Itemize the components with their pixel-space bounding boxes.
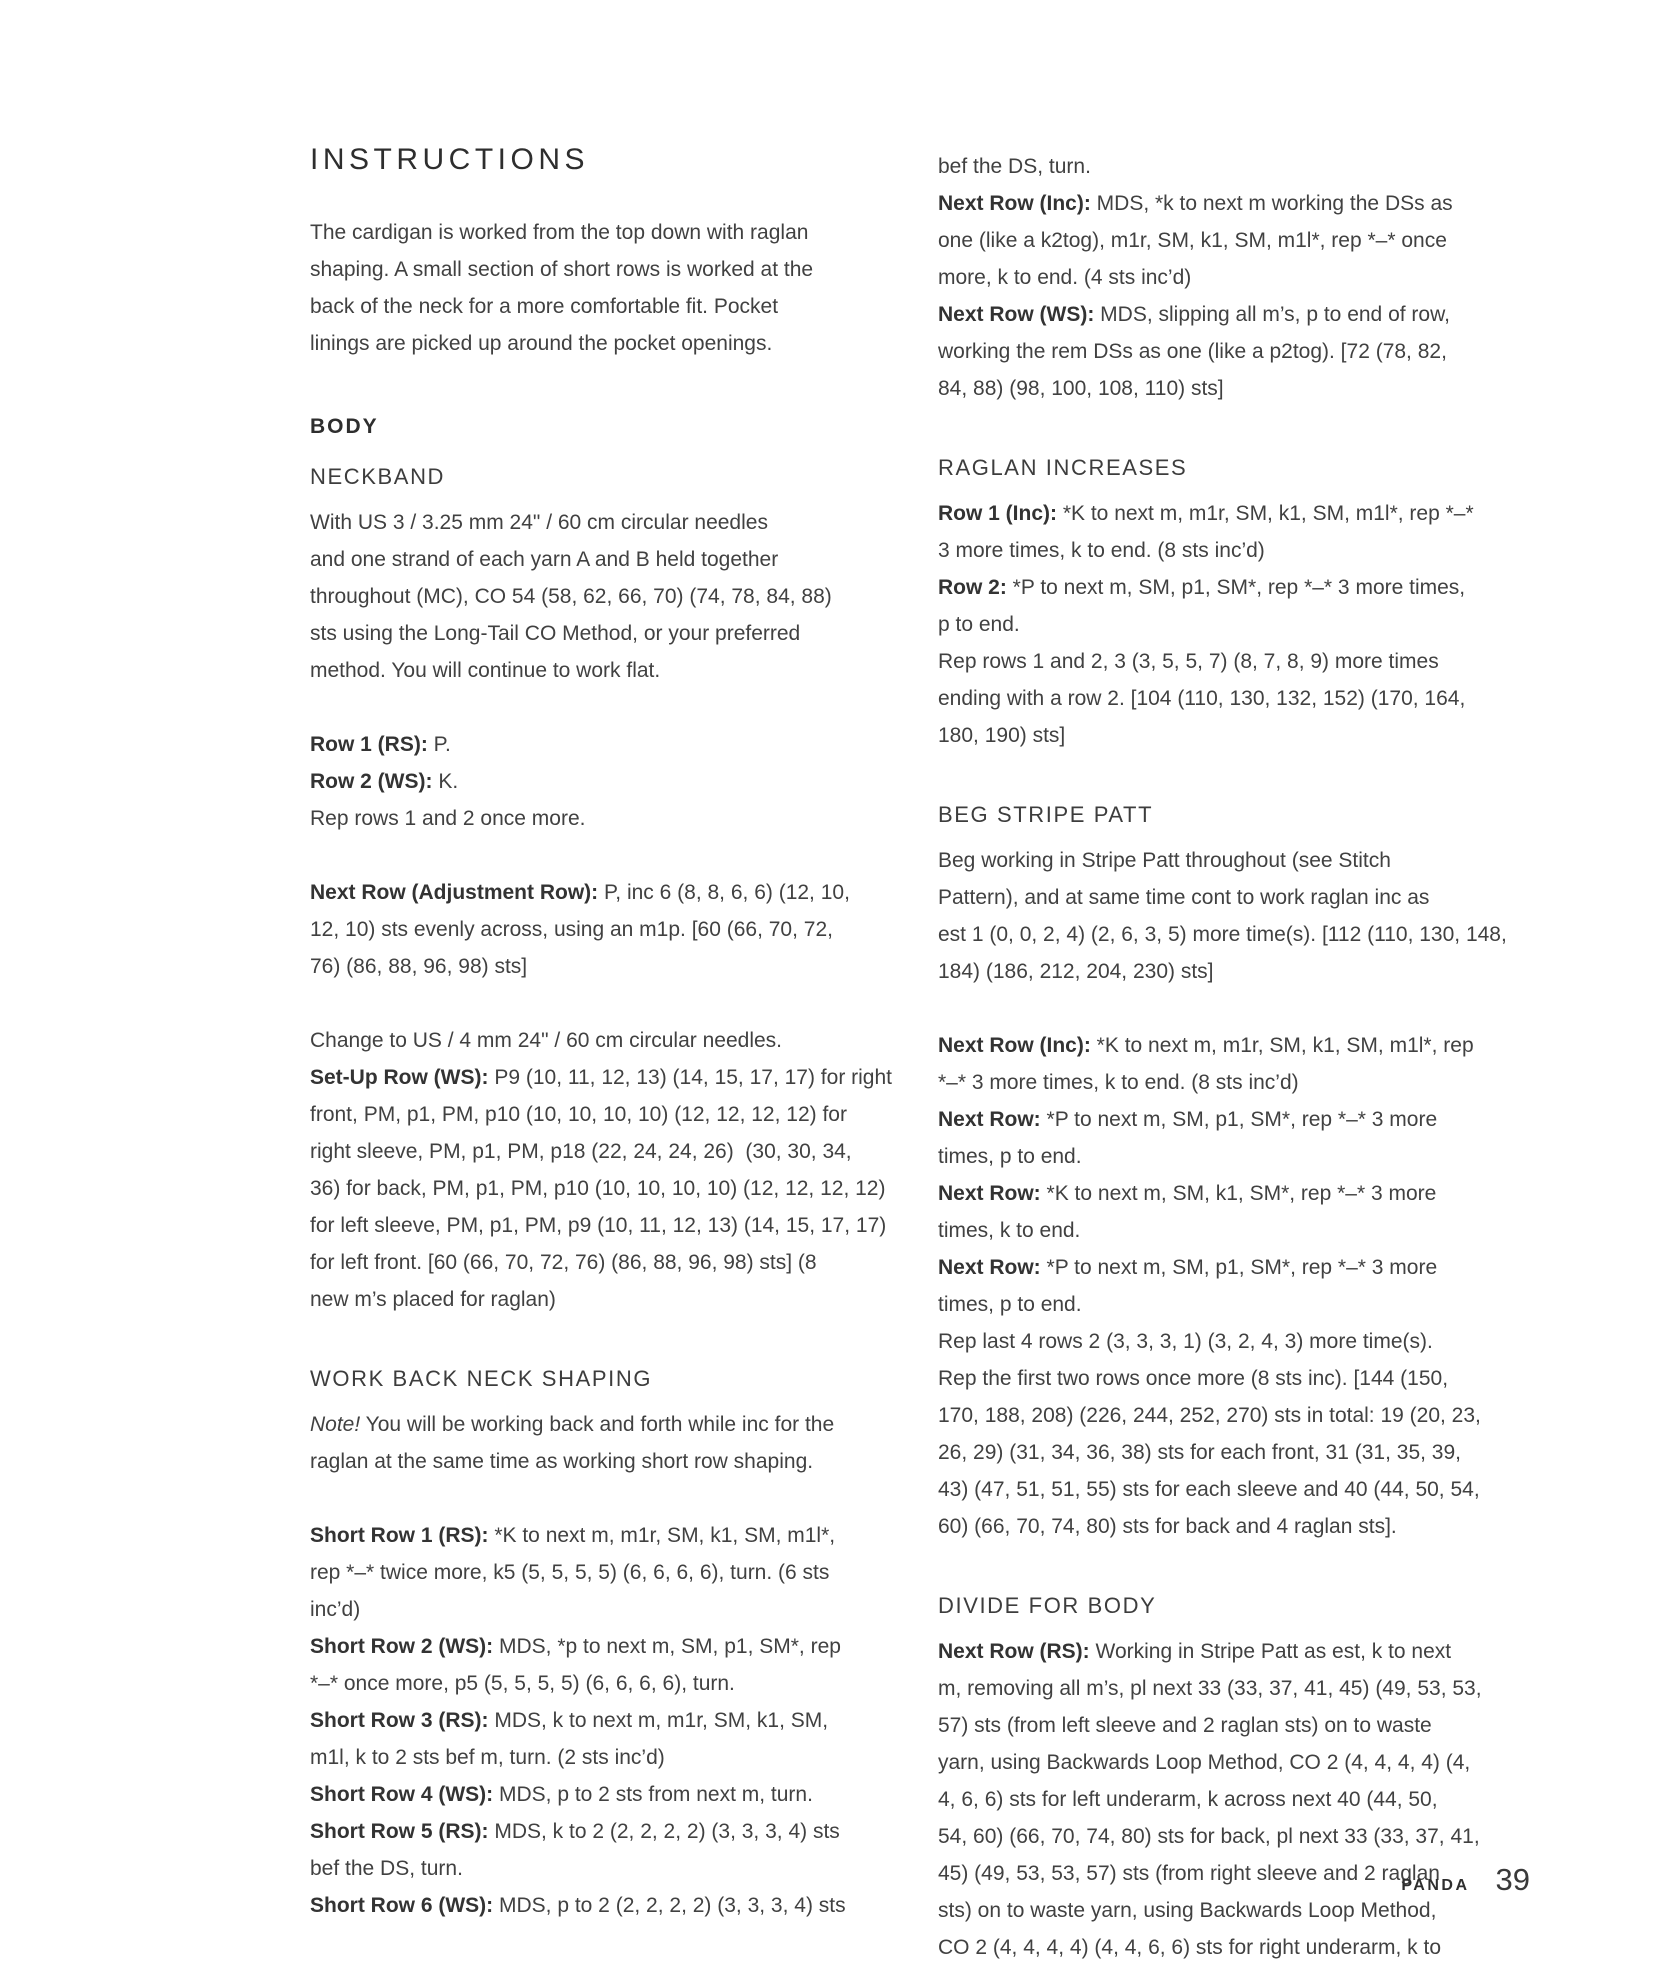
text-line: Next Row: *K to next m, SM, k1, SM*, rep *–* 3 more [938,1182,1437,1205]
text-line: one (like a k2tog), m1r, SM, k1, SM, m1l*, rep *–* once [938,229,1447,252]
text-line: Short Row 1 (RS): *K to next m, m1r, SM, k1, SM, m1l*, [310,1524,836,1547]
text-line: throughout (MC), CO 54 (58, 62, 66, 70) (74, 78, 84, 88) [310,585,832,608]
text-line: yarn, using Backwards Loop Method, CO 2 (4, 4, 4, 4) (4, [938,1751,1471,1774]
text-line: 54, 60) (66, 70, 74, 80) sts for back, pl next 33 (33, 37, 41, [938,1825,1480,1848]
text-line: raglan at the same time as working short row shaping. [310,1450,814,1473]
stripe-patt-rows [938,1027,1548,1545]
text-line: 26, 29) (31, 34, 36, 38) sts for each front, 31 (31, 35, 39, [938,1441,1461,1464]
text-line: Short Row 2 (WS): MDS, *p to next m, SM, p1, SM*, rep [310,1635,841,1658]
text-line: times, k to end. [938,1219,1081,1242]
text-line: Next Row (Inc): *K to next m, m1r, SM, k1, SM, m1l*, rep [938,1034,1474,1057]
text-line: Short Row 6 (WS): MDS, p to 2 (2, 2, 2, 2) (3, 3, 3, 4) sts [310,1894,846,1917]
text-line: Short Row 4 (WS): MDS, p to 2 sts from next m, turn. [310,1783,813,1806]
text-line: Row 1 (Inc): *K to next m, m1r, SM, k1, SM, m1l*, rep *–* [938,502,1474,525]
text-line: Row 2 (WS): K. [310,770,459,793]
text-line: right sleeve, PM, p1, PM, p18 (22, 24, 24, 26) (30, 30, 34, [310,1140,852,1163]
text-line: rep *–* twice more, k5 (5, 5, 5, 5) (6, 6, 6, 6), turn. (6 sts [310,1561,830,1584]
text-line: est 1 (0, 0, 2, 4) (2, 6, 3, 5) more time(s). [112 (110, 130, 148, [938,923,1507,946]
text-line: working the rem DSs as one (like a p2tog). [72 (78, 82, [938,340,1447,363]
text-line: linings are picked up around the pocket openings. [310,332,773,355]
text-line: for left front. [60 (66, 70, 72, 76) (86, 88, 96, 98) sts] (8 [310,1251,817,1274]
text-line: and one strand of each yarn A and B held together [310,548,779,571]
subheading-neckband [310,458,920,496]
text-line: inc’d) [310,1598,361,1621]
text-line: Row 1 (RS): P. [310,733,451,756]
text-line: Rep rows 1 and 2 once more. [310,807,586,830]
text-line: Row 2: *P to next m, SM, p1, SM*, rep *–* 3 more times, [938,576,1466,599]
text-line: 36) for back, PM, p1, PM, p10 (10, 10, 10, 10) (12, 12, 12, 12) [310,1177,886,1200]
text-line: p to end. [938,613,1020,636]
text-line: The cardigan is worked from the top down with raglan [310,221,809,244]
setup-row [310,1022,920,1318]
subheading-divide-for-body [938,1587,1548,1625]
text-line: method. You will continue to work flat. [310,659,661,682]
text-line: *–* 3 more times, k to end. (8 sts inc’d) [938,1071,1299,1094]
text-line: 43) (47, 51, 51, 55) sts for each sleeve and 40 (44, 50, 54, [938,1478,1480,1501]
text-line: 76) (86, 88, 96, 98) sts] [310,955,528,978]
text-line: new m’s placed for raglan) [310,1288,556,1311]
text-line: ending with a row 2. [104 (110, 130, 132, 152) (170, 164, [938,687,1466,710]
text-line: BEG STRIPE PATT [938,802,1154,827]
text-line: back of the neck for a more comfortable fit. Pocket [310,295,779,318]
text-line: Next Row (Inc): MDS, *k to next m working the DSs as [938,192,1453,215]
short-rows-continued [938,148,1548,407]
text-line: 12, 10) sts evenly across, using an m1p. [60 (66, 70, 72, [310,918,833,941]
text-line: RAGLAN INCREASES [938,455,1188,480]
text-line: 60) (66, 70, 74, 80) sts for back and 4 raglan sts]. [938,1515,1397,1538]
text-line: Next Row (WS): MDS, slipping all m’s, p to end of row, [938,303,1450,326]
page-number: 39 [1495,1862,1530,1897]
subheading-back-neck-shaping [310,1360,920,1398]
text-line: for left sleeve, PM, p1, PM, p9 (10, 11, 12, 13) (14, 15, 17, 17) [310,1214,887,1237]
subheading-raglan-increases [938,449,1548,487]
neckband-paragraph [310,504,920,689]
back-neck-note [310,1406,920,1480]
intro-paragraph [310,214,920,362]
text-line: Next Row: *P to next m, SM, p1, SM*, rep *–* 3 more [938,1256,1438,1279]
brand-label: PANDA [1401,1877,1470,1894]
text-line: DIVIDE FOR BODY [938,1593,1157,1618]
text-line: Rep the first two rows once more (8 sts inc). [144 (150, [938,1367,1449,1390]
text-line: 4, 6, 6) sts for left underarm, k across next 40 (44, 50, [938,1788,1438,1811]
text-line: Beg working in Stripe Patt throughout (see Stitch [938,849,1391,872]
text-line: Pattern), and at same time cont to work raglan inc as [938,886,1430,909]
text-line: NECKBAND [310,464,446,489]
text-line: sts) on to waste yarn, using Backwards Loop Method, [938,1899,1437,1922]
text-line: With US 3 / 3.25 mm 24" / 60 cm circular needles [310,511,768,534]
left-column [310,140,920,1924]
page-title [310,140,920,180]
text-line: 184) (186, 212, 204, 230) sts] [938,960,1214,983]
text-line: CO 2 (4, 4, 4, 4) (4, 4, 6, 6) sts for right underarm, k to [938,1936,1442,1959]
text-line: Set-Up Row (WS): P9 (10, 11, 12, 13) (14, 15, 17, 17) for right [310,1066,892,1089]
text-line: Next Row (Adjustment Row): P, inc 6 (8, 8, 6, 6) (12, 10, [310,881,850,904]
raglan-increases-rows [938,495,1548,754]
text-line: Note! You will be working back and forth while inc for the [310,1413,835,1436]
section-heading-body [310,412,920,442]
text-line: *–* once more, p5 (5, 5, 5, 5) (6, 6, 6, 6), turn. [310,1672,735,1695]
text-line: times, p to end. [938,1145,1082,1168]
text-line: 45) (49, 53, 53, 57) sts (from right sleeve and 2 raglan [938,1862,1440,1885]
text-line: Next Row (RS): Working in Stripe Patt as est, k to next [938,1640,1452,1663]
text-line: front, PM, p1, PM, p10 (10, 10, 10, 10) (12, 12, 12, 12) for [310,1103,847,1126]
text-line: times, p to end. [938,1293,1082,1316]
text-line: 3 more times, k to end. (8 sts inc’d) [938,539,1265,562]
text-line: 170, 188, 208) (226, 244, 252, 270) sts in total: 19 (20, 23, [938,1404,1481,1427]
text-line: Short Row 5 (RS): MDS, k to 2 (2, 2, 2, 2) (3, 3, 3, 4) sts [310,1820,840,1843]
text-line: WORK BACK NECK SHAPING [310,1366,653,1391]
text-line: bef the DS, turn. [938,155,1091,178]
text-line: m1l, k to 2 sts bef m, turn. (2 sts inc’d) [310,1746,665,1769]
short-rows [310,1517,920,1924]
text-line: Change to US / 4 mm 24" / 60 cm circular needles. [310,1029,782,1052]
text-line: BODY [310,415,379,438]
text-line: INSTRUCTIONS [310,143,589,176]
text-line: 84, 88) (98, 100, 108, 110) sts] [938,377,1224,400]
right-column [938,148,1548,1966]
text-line: Short Row 3 (RS): MDS, k to next m, m1r, SM, k1, SM, [310,1709,829,1732]
divide-for-body-paragraph [938,1633,1548,1966]
page-footer [1401,1862,1530,1898]
text-line: sts using the Long-Tail CO Method, or your preferred [310,622,801,645]
text-line: m, removing all m’s, pl next 33 (33, 37, 41, 45) (49, 53, 53, [938,1677,1482,1700]
text-line: bef the DS, turn. [310,1857,463,1880]
text-line: Next Row: *P to next m, SM, p1, SM*, rep *–* 3 more [938,1108,1438,1131]
neckband-rows [310,726,920,837]
subheading-beg-stripe-patt [938,796,1548,834]
text-line: 57) sts (from left sleeve and 2 raglan sts) on to waste [938,1714,1432,1737]
text-line: Rep rows 1 and 2, 3 (3, 5, 5, 7) (8, 7, 8, 9) more times [938,650,1439,673]
text-line: more, k to end. (4 sts inc’d) [938,266,1192,289]
stripe-patt-paragraph [938,842,1548,990]
text-line: 180, 190) sts] [938,724,1066,747]
adjustment-row [310,874,920,985]
text-line: Rep last 4 rows 2 (3, 3, 3, 1) (3, 2, 4, 3) more time(s). [938,1330,1433,1353]
text-line: shaping. A small section of short rows is worked at the [310,258,814,281]
